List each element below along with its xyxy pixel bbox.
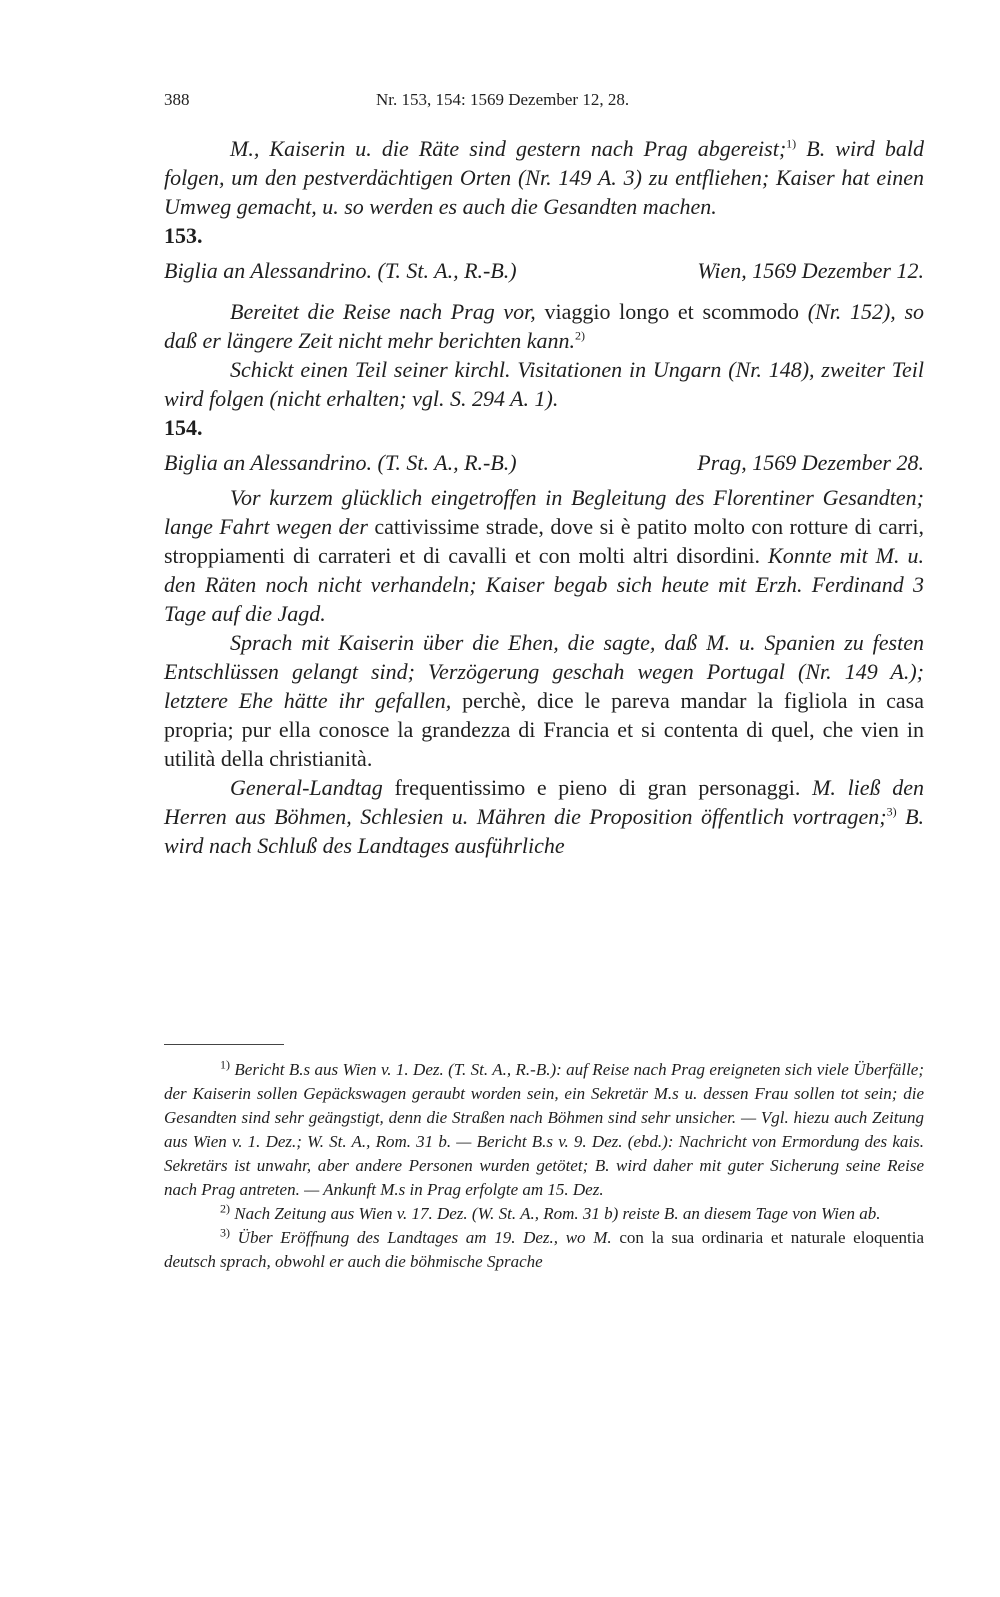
source-153: Biglia an Alessandrino. (T. St. A., R.-B.) [164,258,517,283]
running-header [164,90,924,120]
footnote-2: $^{2)}$ Nach Zeitung aus Wien v. 17. Dez. (W. St. A., Rom. 31 b) reiste B. an diesem Tage von Wien ab. [220,1201,881,1223]
main-text [164,134,924,860]
source-line-153 [164,256,924,285]
page-number: 388 [164,90,190,109]
footnotes [164,1058,924,1274]
paragraph-153-1: Bereitet die Reise nach Prag vor, viaggio longo et scommodo (Nr. 152), so daß er längere Zeit nicht mehr berichten kann.$^{2)}$ [164,299,925,353]
document-number-153: 153. [164,223,203,248]
place-date-154: Prag, 1569 Dezember 28. [697,450,924,475]
paragraph-153-2: Schickt einen Teil seiner kirchl. Visitationen in Ungarn (Nr. 148), zweiter Teil wird folgen (nicht erhalten; vgl. S. 294 A. 1). [164,357,924,411]
source-line-154 [164,448,924,477]
footnote-divider [164,1044,284,1045]
intro-text-tail: B. wird bald folgen, um den pestverdächtigen Orten (Nr. 149 A. 3) zu entfliehen; Kaiser hat einen Umweg gemacht, u. so werden es auch die Gesandten machen. [164,136,924,219]
intro-text: M., Kaiserin u. die Räte sind gestern nach Prag abgereist; [230,136,787,161]
paragraph-154-1: Vor kurzem glücklich eingetroffen in Begleitung des Florentiner Gesandten; lange Fahrt wegen der cattivissime strade, dove si è patito molto con rotture di carri, stroppiamenti di carrateri et di cavalli et con molti altri disordini. Konnte mit M. u. den Räten noch nicht verhandeln; Kaiser begab sich heute mit Erzh. Ferdinand 3 Tage auf die Jagd. [164,485,924,626]
running-title: Nr. 153, 154: 1569 Dezember 12, 28. [376,90,630,109]
source-154: Biglia an Alessandrino. (T. St. A., R.-B.) [164,450,517,475]
place-date-153: Wien, 1569 Dezember 12. [697,258,924,283]
paragraph-154-2: Sprach mit Kaiserin über die Ehen, die sagte, daß M. u. Spanien zu festen Entschlüssen gelangt sind; Verzögerung geschah wegen Portugal (Nr. 149 A.); letztere Ehe hätte ihr gefallen, perchè, dice le pareva mandar la figliola in casa propria; pur ella conosce la grandezza di Francia et si contenta di quel, che vien in utilità della christianità. [164,630,924,771]
footnote-ref-2[interactable]: 2) [575,328,585,343]
footnote-ref-3[interactable]: 3) [886,804,897,819]
footnote-ref-1[interactable]: 1) [786,136,797,151]
footnote-3: $^{3)}$ Über Eröffnung des Landtages am 19. Dez., wo M. con la sua ordinaria et naturale eloquentia deutsch sprach, obwohl er auch die böhmische Sprache [164,1225,924,1271]
footnote-1: $^{1)}$ Bericht B.s aus Wien v. 1. Dez. (T. St. A., R.-B.): auf Reise nach Prag ereigneten sich viele Überfälle; der Kaiserin sollen Gepäckswagen geraubt worden sein, ein Sekretär M.s u. dessen Frau sollen tot sein; die Gesandten sind sehr geängstigt, denn die Straßen nach Böhmen sind sehr unsicher. — Vgl. hiezu auch Zeitung aus Wien v. 1. Dez.; W. St. A., Rom. 31 b. — Bericht B.s v. 9. Dez. (ebd.): Nachricht von Ermordung des kais. Sekretärs ist unwahr, aber andere Personen wurden getötet; B. wird daher mit guter Sicherung seine Reise nach Prag antreten. — Ankunft M.s in Prag erfolgte am 15. Dez. [164,1057,925,1199]
intro-paragraph [164,134,924,221]
document-number-154: 154. [164,415,203,440]
paragraph-154-3: General-Landtag frequentissimo e pieno di gran personaggi. M. ließ den Herren aus Böhmen, Schlesien u. Mähren die Proposition öffentlich vortragen;$^{3)}$ B. wird nach Schluß des Landtages ausführliche [164,775,925,858]
